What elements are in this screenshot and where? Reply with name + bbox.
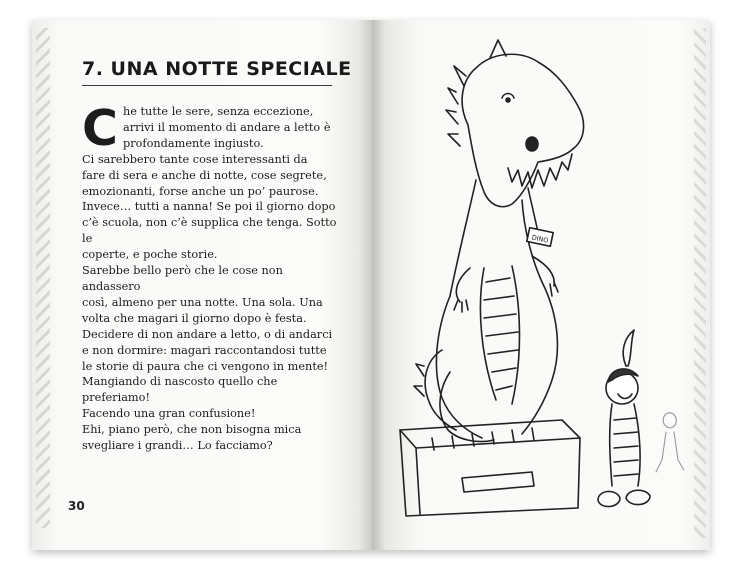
text-line: profondamente ingiusto. — [122, 136, 264, 150]
open-book — [32, 20, 710, 550]
page-number: 30 — [68, 499, 85, 513]
text-line: arrivi il momento di andare a letto è — [122, 120, 331, 134]
text-line: svegliare i grandi… Lo facciamo? — [82, 439, 273, 453]
dino-tail-spikes — [414, 364, 424, 396]
toy-box-handle — [462, 472, 534, 492]
text-line: emozionanti, forse anche un po’ paurose. — [82, 184, 319, 198]
text-line: c’è scuola, non c’è supplica che tenga. Sotto le — [82, 216, 337, 246]
decorative-stripes — [36, 28, 50, 528]
child-pajama-stripes — [614, 418, 638, 476]
left-page — [32, 20, 372, 550]
dino-neck — [450, 180, 476, 296]
dino-eye — [506, 98, 510, 102]
dino-arm — [454, 268, 470, 312]
text-line: Mangiando di nascosto quello che preferiamo! — [82, 375, 278, 405]
text-line: così, almeno per una notte. Una sola. Una — [82, 295, 323, 309]
dino-belly-stripes — [484, 278, 518, 390]
text-line: Ci sarebbero tante cose interessanti da — [82, 152, 308, 166]
text-line: e non dormire: magari raccontandosi tutte — [82, 343, 327, 357]
text-line: Decidere di non andare a letto, o di andarci — [82, 327, 333, 341]
toy-box — [400, 430, 580, 514]
drop-cap: C — [82, 100, 118, 157]
dino-horn — [454, 66, 466, 86]
child-feather — [623, 330, 634, 366]
dino-spikes — [446, 88, 460, 146]
toy-box — [400, 420, 580, 516]
dino-tag-text: DINO — [530, 233, 550, 245]
text-line: coperte, e poche storie. — [82, 248, 218, 262]
text-line: le storie di paura che ci vengono in mente! — [82, 359, 329, 373]
dino-tail — [425, 350, 456, 430]
child-slippers — [598, 490, 650, 506]
dino-teeth — [508, 154, 572, 188]
text-line: Invece… tutti a nanna! Se poi il giorno dopo — [82, 200, 336, 214]
dino-body — [522, 282, 557, 434]
text-line: Facendo una gran confusione! — [82, 407, 256, 421]
text-line: fare di sera e anche di notte, cose segrete, — [82, 168, 327, 182]
dino-body — [436, 296, 482, 438]
text-line: Sarebbe bello però che le cose non andassero — [82, 264, 283, 293]
dino-leg — [440, 372, 494, 442]
text-line: he tutte le sere, senza eccezione, — [122, 105, 314, 118]
dino-nostril — [526, 137, 538, 151]
chapter-body-text — [82, 100, 344, 454]
chapter-title: 7. UNA NOTTE SPECIALE — [82, 58, 332, 86]
right-page — [372, 20, 710, 550]
dinosaur-illustration — [372, 20, 710, 550]
background-figure — [656, 413, 684, 472]
text-line: Ehi, piano però, che non bisogna mica — [82, 423, 302, 437]
text-line: volta che magari il giorno dopo è festa. — [82, 311, 307, 325]
dino-tag-string — [528, 188, 538, 232]
